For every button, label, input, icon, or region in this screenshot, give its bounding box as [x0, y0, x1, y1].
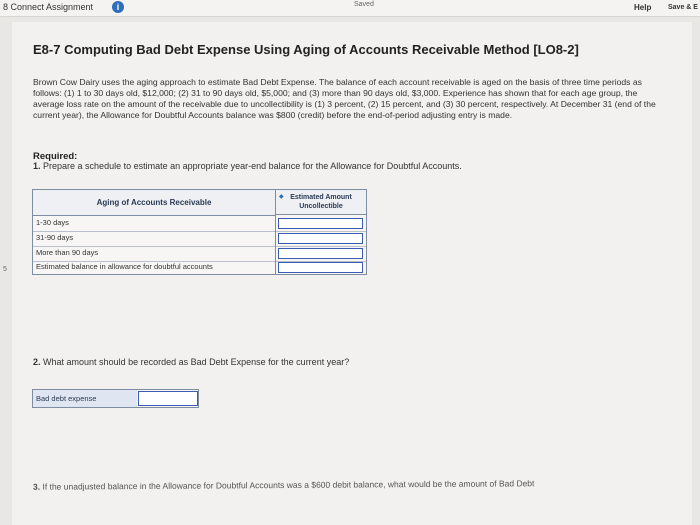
bad-debt-expense-row — [32, 389, 199, 408]
problem-title: E8-7 Computing Bad Debt Expense Using Aging of Accounts Receivable Method [LO8-2] — [33, 42, 579, 57]
question-1 — [33, 161, 462, 171]
question-2-number: 2. — [33, 357, 41, 367]
top-bar — [0, 0, 700, 17]
required-heading: Required: — [33, 151, 78, 162]
question-3-number: 3. — [32, 481, 41, 492]
estimate-input-1-30[interactable] — [278, 218, 363, 229]
col-header-aging: Aging of Accounts Receivable — [33, 190, 276, 216]
question-2-text: What amount should be recorded as Bad Debt Expense for the current year? — [43, 357, 350, 367]
help-link[interactable]: Help — [634, 3, 652, 12]
info-icon[interactable]: i — [112, 1, 124, 13]
row-label: 31-90 days — [36, 233, 74, 242]
cell-divider — [275, 246, 276, 261]
table-row — [33, 231, 366, 247]
save-exit-button[interactable]: Save & E — [668, 4, 698, 11]
estimate-input-total[interactable] — [278, 262, 363, 273]
table-row — [33, 260, 366, 275]
row-label: More than 90 days — [36, 248, 99, 257]
row-label: Estimated balance in allowance for doubtful accounts — [36, 262, 213, 271]
question-1-text: Prepare a schedule to estimate an appropriate year-end balance for the Allowance for Doubtful Accounts. — [43, 161, 462, 171]
bad-debt-expense-input[interactable] — [138, 391, 198, 406]
bad-debt-expense-label: Bad debt expense — [33, 390, 137, 407]
estimate-input-31-90[interactable] — [278, 233, 363, 244]
col-header-estimated — [276, 190, 366, 215]
col-header-estimated-label: Estimated Amount Uncollectible — [290, 194, 352, 210]
question-2 — [33, 357, 349, 367]
assignment-title: 8 Connect Assignment — [3, 2, 94, 12]
margin-mark: 5 — [3, 266, 7, 273]
cell-divider — [275, 260, 276, 275]
problem-intro: Brown Cow Dairy uses the aging approach to estimate Bad Debt Expense. The balance of each account receivable is aged on the basis of three time periods as follows: (1) 1 to 30 days old, $12,000; (2) 31 to 90 days old, $5,000; and (3) more than 90 days old, $3,000. Experience has shown that for each age group, the average loss rate on the amount of the receivable due to uncollectibility is (1) 3 percent, (2) 15 percent, and (3) 30 percent, respectively. At December 31 (end of the current year), the Allowance for Doubtful Accounts balance was $800 (credit) before the end-of-period adjusting entry is made. — [33, 77, 656, 120]
question-1-number: 1. — [33, 161, 41, 171]
table-row — [33, 216, 366, 232]
aging-schedule-table — [32, 189, 367, 275]
row-label: 1-30 days — [36, 218, 69, 227]
cell-divider — [275, 216, 276, 231]
estimate-input-over-90[interactable] — [278, 248, 363, 259]
cell-divider — [275, 231, 276, 246]
question-3-text: If the unadjusted balance in the Allowance for Doubtful Accounts was a $600 debit balance, what would be the amount of Bad Debt — [42, 478, 535, 492]
saved-status: Saved — [354, 1, 374, 8]
required-marker-icon: ◆ — [279, 194, 284, 200]
